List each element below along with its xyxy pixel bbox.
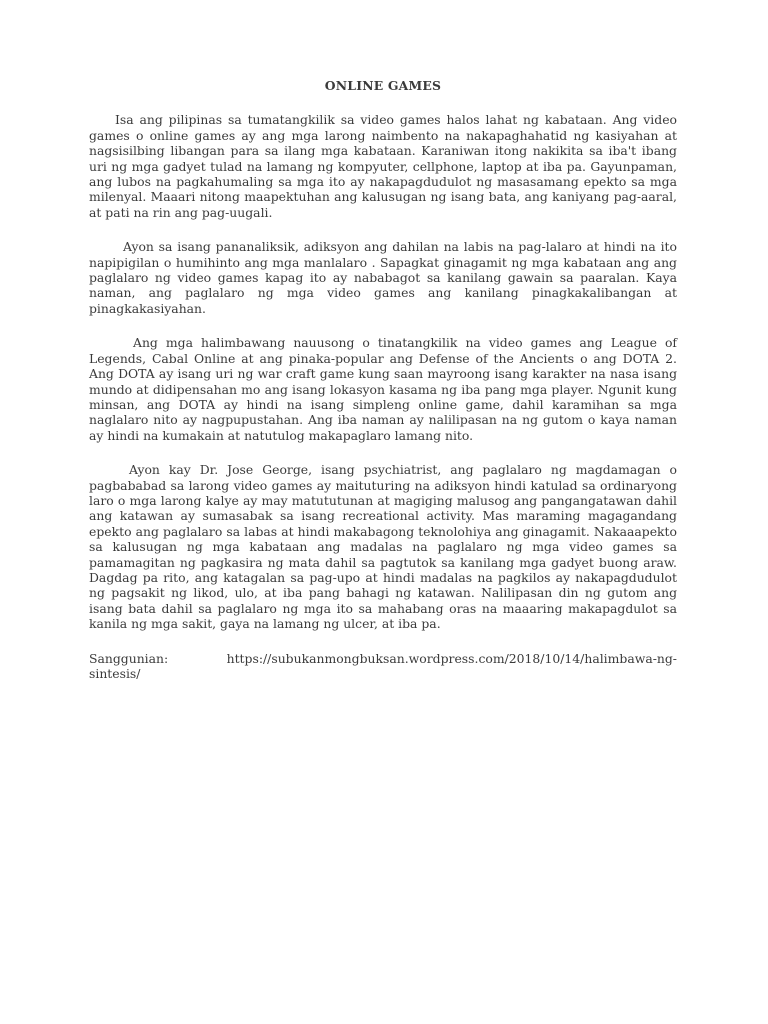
document-body bbox=[89, 78, 677, 681]
paragraph-4: Ayon kay Dr. Jose George, isang psychiatrist, ang paglalaro ng magdamagan o pagbababad sa larong video games ay maituturing na adiksyon hindi katulad sa ordinaryong laro o mga larong kalye ay may matututunan at magiging malusog ang pangangatawan dahil ang katawan ay sumasabak sa isang recreational activity. Mas maraming magagandang epekto ang paglalaro sa labas at hindi makabagong teknolohiya ang ginagamit. Nakaaapekto sa kalusugan ng mga kabataan ang madalas na paglalaro ng mga video games sa pamamagitan ng pagkasira ng mata dahil sa pagtutok sa kanilang mga gadyet buong araw. Dagdag pa rito, ang katagalan sa pag-upo at hindi madalas na pagkilos ay nakapagdudulot ng pagsakit ng likod, ulo, at iba pang bahagi ng katawan. Nalilipasan din ng gutom ang isang bata dahil sa paglalaro ng mga ito sa mahabang oras na maaaring makapagdulot sa kanila ng mga sakit, gaya na lamang ng ulcer, at iba pa. bbox=[89, 462, 677, 632]
reference-url: https://subukanmongbuksan.wordpress.com/2018/10/14/halimbawa-ng-sintesis/ bbox=[89, 650, 677, 681]
paragraph-3: Ang mga halimbawang nauusong o tinatangkilik na video games ang League of Legends, Cabal Online at ang pinaka-popular ang Defense of the Ancients o ang DOTA 2. Ang DOTA ay isang uri ng war craft game kung saan mayroong isang karakter na nasa isang mundo at didipensahan mo ang isang lokasyon kasama ng iba pang mga player. Ngunit kung minsan, ang DOTA ay hindi na isang simpleng online game, dahil karamihan sa mga naglalaro nito ay nagpupustahan. Ang iba naman ay nalilipasan na ng gutom o kaya naman ay hindi na kumakain at natutulog makapaglaro lamang nito. bbox=[89, 335, 677, 443]
paragraph-2: Ayon sa isang pananaliksik, adiksyon ang dahilan na labis na pag-lalaro at hindi na ito napipigilan o humihinto ang mga manlalaro . Sapagkat ginagamit ng mga kabataan ang ang paglalaro ng video games kapag ito ay nababagot sa kanilang gawain sa paaralan. Kaya naman, ang paglalaro ng mga video games ang kanilang pinagkakalibangan at pinagkakasiyahan. bbox=[89, 239, 677, 316]
document-title: ONLINE GAMES bbox=[324, 78, 442, 93]
paragraph-1: Isa ang pilipinas sa tumatangkilik sa video games halos lahat ng kabataan. Ang video games o online games ay ang mga larong naimbento na nakapaghahatid ng kasiyahan at nagsisilbing libangan para sa ilang mga kabataan. Karaniwan itong nakikita sa iba't ibang uri ng mga gadyet tulad na lamang ng kompyuter, cellphone, laptop at iba pa. Gayunpaman, ang lubos na pagkahumaling sa mga ito ay nakapagdudulot ng masasamang epekto sa mga milenyal. Maaari nitong maapektuhan ang kalusugan ng isang bata, ang kaniyang pag-aaral, at pati na rin ang pag-uugali. bbox=[89, 112, 677, 220]
reference-label: Sanggunian: bbox=[89, 650, 169, 666]
reference-line bbox=[89, 651, 677, 682]
